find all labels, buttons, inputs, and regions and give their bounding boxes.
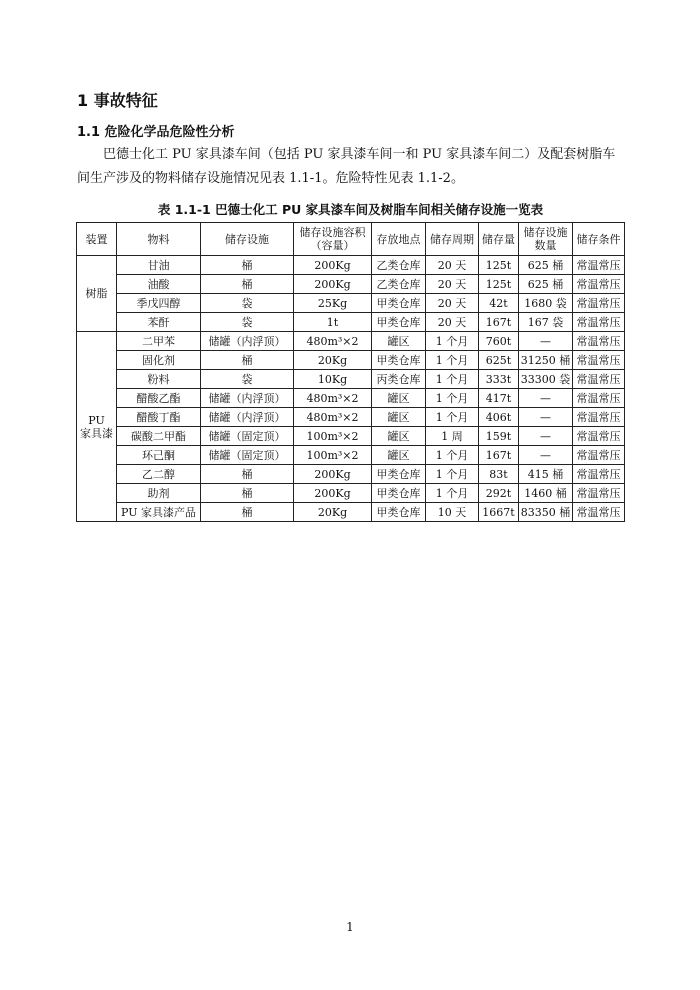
header-count: 储存设施数量 — [519, 223, 573, 256]
count-cell: — — [519, 389, 573, 408]
amount-cell: 406t — [479, 408, 519, 427]
header-volume: 储存设施容积（容量） — [294, 223, 372, 256]
period-cell: 20 天 — [426, 256, 479, 275]
location-cell: 乙类仓库 — [372, 275, 426, 294]
material-cell: 醋酸丁酯 — [117, 408, 201, 427]
volume-cell: 200Kg — [294, 484, 372, 503]
period-cell: 1 个月 — [426, 351, 479, 370]
location-cell: 罐区 — [372, 389, 426, 408]
facility-cell: 储罐（固定顶） — [201, 427, 294, 446]
amount-cell: 417t — [479, 389, 519, 408]
count-cell: — — [519, 332, 573, 351]
period-cell: 1 个月 — [426, 408, 479, 427]
table-row — [77, 427, 625, 446]
material-cell: PU 家具漆产品 — [117, 503, 201, 522]
count-cell: 625 桶 — [519, 275, 573, 294]
location-cell: 罐区 — [372, 408, 426, 427]
period-cell: 20 天 — [426, 294, 479, 313]
table-row — [77, 370, 625, 389]
condition-cell: 常温常压 — [573, 484, 625, 503]
period-cell: 20 天 — [426, 275, 479, 294]
location-cell: 甲类仓库 — [372, 484, 426, 503]
count-cell: 625 桶 — [519, 256, 573, 275]
facility-cell: 袋 — [201, 313, 294, 332]
location-cell: 甲类仓库 — [372, 465, 426, 484]
location-cell: 罐区 — [372, 446, 426, 465]
material-cell: 油酸 — [117, 275, 201, 294]
volume-cell: 25Kg — [294, 294, 372, 313]
period-cell: 1 个月 — [426, 484, 479, 503]
count-cell: 83350 桶 — [519, 503, 573, 522]
count-cell: 1680 袋 — [519, 294, 573, 313]
material-cell: 粉料 — [117, 370, 201, 389]
condition-cell: 常温常压 — [573, 256, 625, 275]
table-row — [77, 503, 625, 522]
location-cell: 甲类仓库 — [372, 294, 426, 313]
location-cell: 甲类仓库 — [372, 503, 426, 522]
period-cell: 10 天 — [426, 503, 479, 522]
header-device: 装置 — [77, 223, 117, 256]
table-row — [77, 332, 625, 351]
table-row — [77, 484, 625, 503]
device-cell — [77, 332, 117, 522]
amount-cell: 125t — [479, 256, 519, 275]
location-cell: 乙类仓库 — [372, 256, 426, 275]
table-row — [77, 389, 625, 408]
header-facility: 储存设施 — [201, 223, 294, 256]
period-cell: 1 周 — [426, 427, 479, 446]
volume-cell: 480m³×2 — [294, 332, 372, 351]
volume-cell: 200Kg — [294, 256, 372, 275]
period-cell: 20 天 — [426, 313, 479, 332]
header-period: 储存周期 — [426, 223, 479, 256]
count-cell: 415 桶 — [519, 465, 573, 484]
period-cell: 1 个月 — [426, 370, 479, 389]
period-cell: 1 个月 — [426, 389, 479, 408]
amount-cell: 292t — [479, 484, 519, 503]
location-cell: 罐区 — [372, 332, 426, 351]
facility-cell: 袋 — [201, 294, 294, 313]
material-cell: 环己酮 — [117, 446, 201, 465]
facility-cell: 桶 — [201, 484, 294, 503]
location-cell: 罐区 — [372, 427, 426, 446]
condition-cell: 常温常压 — [573, 313, 625, 332]
volume-cell: 20Kg — [294, 503, 372, 522]
condition-cell: 常温常压 — [573, 351, 625, 370]
amount-cell: 333t — [479, 370, 519, 389]
material-cell: 季戊四醇 — [117, 294, 201, 313]
table-row — [77, 275, 625, 294]
volume-cell: 200Kg — [294, 465, 372, 484]
header-amount: 储存量 — [479, 223, 519, 256]
amount-cell: 1667t — [479, 503, 519, 522]
facility-cell: 储罐（内浮顶） — [201, 408, 294, 427]
header-location: 存放地点 — [372, 223, 426, 256]
volume-cell: 480m³×2 — [294, 408, 372, 427]
body-paragraph: 巴德士化工 PU 家具漆车间（包括 PU 家具漆车间一和 PU 家具漆车间二）及配套树脂车间生产涉及的物料储存设施情况见表 1.1-1。危险特性见表 1.1-2。 — [77, 147, 616, 186]
condition-cell: 常温常压 — [573, 275, 625, 294]
count-cell: 31250 桶 — [519, 351, 573, 370]
facility-cell: 储罐（内浮顶） — [201, 389, 294, 408]
condition-cell: 常温常压 — [573, 465, 625, 484]
subsection-heading: 1.1 危险化学品危险性分析 — [77, 125, 235, 140]
amount-cell: 625t — [479, 351, 519, 370]
count-cell: 167 袋 — [519, 313, 573, 332]
period-cell: 1 个月 — [426, 332, 479, 351]
amount-cell: 167t — [479, 313, 519, 332]
material-cell: 固化剂 — [117, 351, 201, 370]
period-cell: 1 个月 — [426, 446, 479, 465]
material-cell: 苯酐 — [117, 313, 201, 332]
amount-cell: 42t — [479, 294, 519, 313]
table-row — [77, 313, 625, 332]
condition-cell: 常温常压 — [573, 389, 625, 408]
count-cell: 33300 袋 — [519, 370, 573, 389]
location-cell: 甲类仓库 — [372, 313, 426, 332]
table-row — [77, 408, 625, 427]
amount-cell: 760t — [479, 332, 519, 351]
facility-cell: 桶 — [201, 351, 294, 370]
material-cell: 醋酸乙酯 — [117, 389, 201, 408]
volume-cell: 480m³×2 — [294, 389, 372, 408]
volume-cell: 100m³×2 — [294, 427, 372, 446]
condition-cell: 常温常压 — [573, 427, 625, 446]
device-cell: 树脂 — [77, 256, 117, 332]
amount-cell: 125t — [479, 275, 519, 294]
facility-cell: 桶 — [201, 465, 294, 484]
count-cell: 1460 桶 — [519, 484, 573, 503]
volume-cell: 1t — [294, 313, 372, 332]
volume-cell: 10Kg — [294, 370, 372, 389]
facility-cell: 储罐（内浮顶） — [201, 332, 294, 351]
table-row — [77, 446, 625, 465]
volume-cell: 20Kg — [294, 351, 372, 370]
table-row — [77, 294, 625, 313]
header-material: 物料 — [117, 223, 201, 256]
facility-cell: 桶 — [201, 275, 294, 294]
amount-cell: 167t — [479, 446, 519, 465]
condition-cell: 常温常压 — [573, 370, 625, 389]
count-cell: — — [519, 446, 573, 465]
amount-cell: 83t — [479, 465, 519, 484]
storage-table — [76, 222, 625, 522]
page-number: 1 — [346, 920, 354, 934]
device-label-line: 家具漆 — [80, 426, 113, 440]
table-row — [77, 465, 625, 484]
facility-cell: 储罐（固定顶） — [201, 446, 294, 465]
facility-cell: 桶 — [201, 503, 294, 522]
amount-cell: 159t — [479, 427, 519, 446]
material-cell: 乙二醇 — [117, 465, 201, 484]
table-row — [77, 351, 625, 370]
condition-cell: 常温常压 — [573, 446, 625, 465]
table-header-row — [77, 223, 625, 256]
volume-cell: 200Kg — [294, 275, 372, 294]
table-caption: 表 1.1-1 巴德士化工 PU 家具漆车间及树脂车间相关储存设施一览表 — [157, 202, 544, 217]
header-condition: 储存条件 — [573, 223, 625, 256]
location-cell: 丙类仓库 — [372, 370, 426, 389]
material-cell: 碳酸二甲酯 — [117, 427, 201, 446]
volume-cell: 100m³×2 — [294, 446, 372, 465]
material-cell: 二甲苯 — [117, 332, 201, 351]
period-cell: 1 个月 — [426, 465, 479, 484]
condition-cell: 常温常压 — [573, 294, 625, 313]
count-cell: — — [519, 408, 573, 427]
material-cell: 助剂 — [117, 484, 201, 503]
material-cell: 甘油 — [117, 256, 201, 275]
condition-cell: 常温常压 — [573, 332, 625, 351]
count-cell: — — [519, 427, 573, 446]
table-row — [77, 256, 625, 275]
facility-cell: 桶 — [201, 256, 294, 275]
condition-cell: 常温常压 — [573, 408, 625, 427]
device-label-line: PU — [88, 413, 105, 427]
condition-cell: 常温常压 — [573, 503, 625, 522]
section-heading: 1 事故特征 — [77, 91, 158, 110]
location-cell: 甲类仓库 — [372, 351, 426, 370]
facility-cell: 袋 — [201, 370, 294, 389]
